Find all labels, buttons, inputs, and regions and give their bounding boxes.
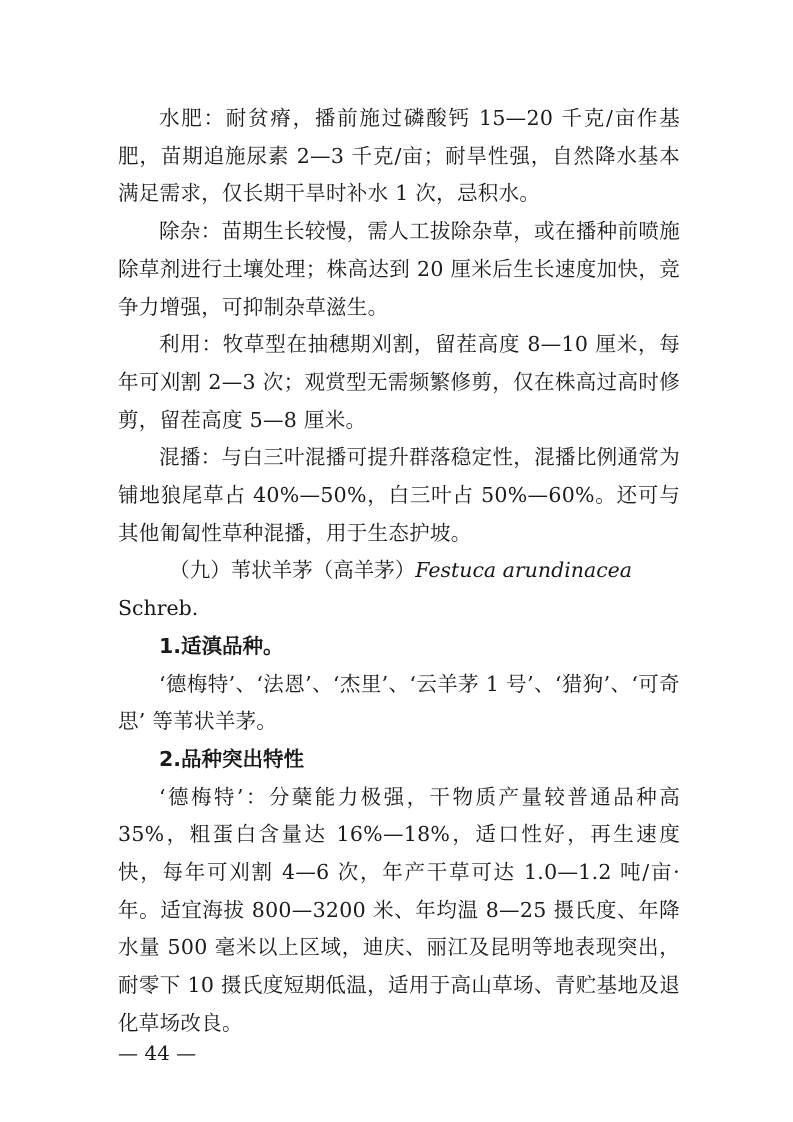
- paragraph-utilization: 利用：牧草型在抽穗期刈割，留茬高度 8—10 厘米，每年可刈割 2—3 次；观赏型无需频繁修剪，仅在株高过高时修剪，留茬高度 5—8 厘米。: [118, 332, 680, 432]
- paragraph-characteristics: ‘德梅特’：分蘖能力极强，干物质产量较普通品种高 35%，粗蛋白含量达 16%—18%，适口性好，再生速度快，每年可刈割 4—6 次，年产干草可达 1.0—1.2 吨/亩·年。适宜海拔 800—3200 米、年均温 8—25 摄氏度、年降水量 500 毫米以上区域，迪庆、丽江及昆明等地表现突出，耐零下 10 摄氏度短期低温，适用于高山草场、青贮基地及退化草场改良。: [118, 784, 680, 1035]
- subheading-characteristics: 2.品种突出特性: [159, 746, 305, 771]
- paragraph-mixed-sowing: 混播：与白三叶混播可提升群落稳定性，混播比例通常为铺地狼尾草占 40%—50%，白三叶占 50%—60%。还可与其他匍匐性草种混播，用于生态护坡。: [118, 445, 680, 545]
- section-heading: [118, 552, 680, 627]
- paragraph-fertilizer: 水肥：耐贫瘠，播前施过磷酸钙 15—20 千克/亩作基肥，苗期追施尿素 2—3 千克/亩；耐旱性强，自然降水基本满足需求，仅长期干旱时补水 1 次，忌积水。: [118, 106, 680, 206]
- section-heading-author: Schreb.: [118, 596, 199, 621]
- page-number: — 44 —: [118, 1041, 197, 1065]
- document-body: [118, 100, 680, 1043]
- subheading-varieties: 1.适滇品种。: [159, 633, 284, 658]
- section-heading-latin: Festuca arundinacea: [415, 558, 633, 583]
- section-heading-prefix: （九）苇状羊茅（高羊茅）: [169, 558, 416, 583]
- paragraph-weeding: 除杂：苗期生长较慢，需人工拔除杂草，或在播种前喷施除草剂进行土壤处理；株高达到 20 厘米后生长速度加快，竞争力增强，可抑制杂草滋生。: [118, 219, 680, 319]
- paragraph-varieties: ‘德梅特’、‘法恩’、‘杰里’、‘云羊茅 1 号’、‘猎狗’、‘可奇思’ 等苇状羊茅。: [118, 671, 680, 734]
